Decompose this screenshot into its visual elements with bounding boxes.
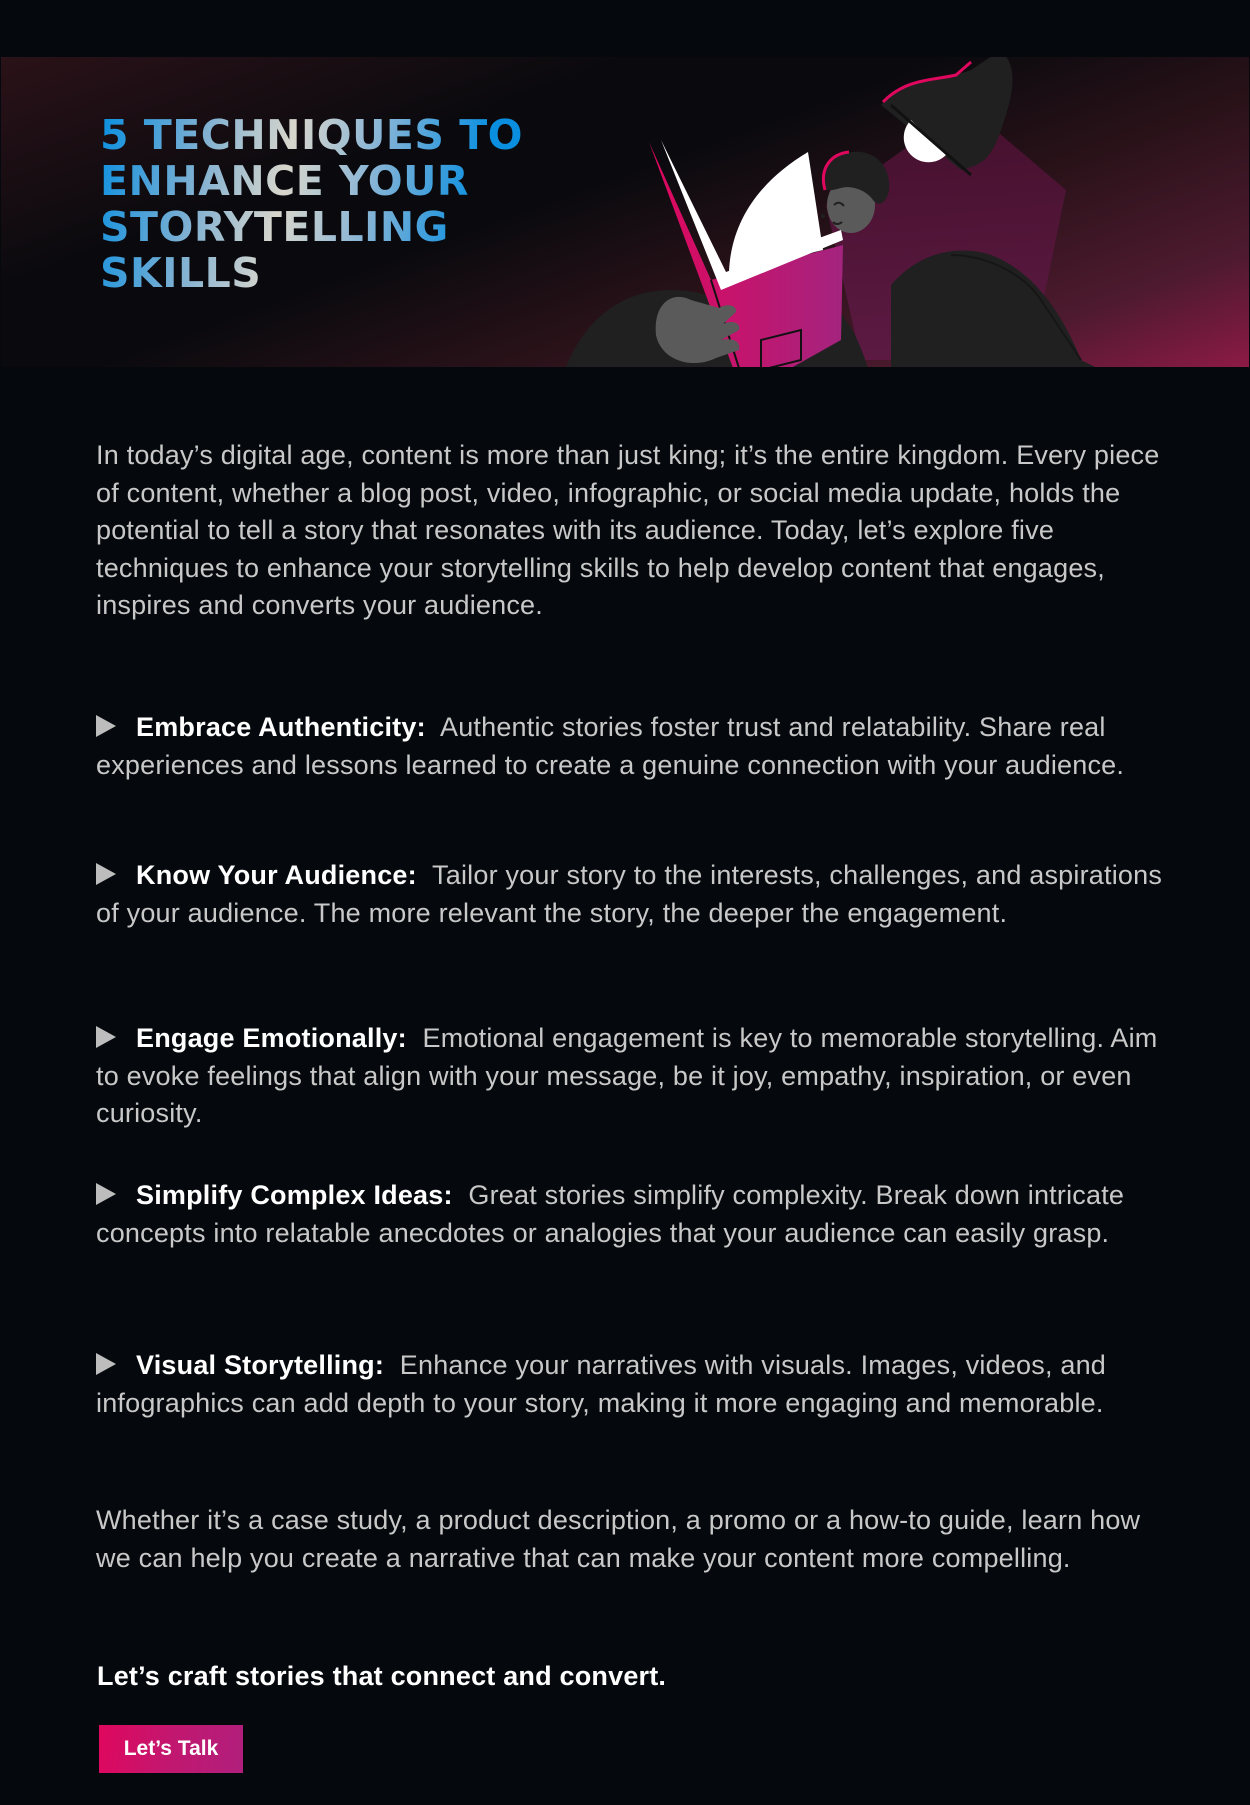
cta-heading: Let’s craft stories that connect and convert.	[97, 1661, 667, 1691]
tip-title: Visual Storytelling:	[136, 1350, 385, 1380]
tip-item-authenticity	[96, 709, 1176, 784]
title-line-3: STORYTELLING	[100, 203, 449, 251]
tip-text: Authentic stories foster trust and relatability. Share real experiences and lessons learned to create a genuine connection with your audience.	[96, 712, 1125, 780]
tip-title: Simplify Complex Ideas:	[136, 1180, 453, 1210]
tip-item-visual	[96, 1347, 1176, 1422]
title-line-1: 5 TECHNIQUES TO	[100, 111, 524, 159]
triangle-right-icon	[96, 863, 116, 885]
title-line-4: SKILLS	[100, 249, 262, 297]
title-line-2: ENHANCE YOUR	[100, 157, 469, 205]
triangle-right-icon	[96, 1183, 116, 1205]
tip-item-audience	[96, 857, 1176, 932]
tip-item-emotion	[96, 1020, 1176, 1133]
triangle-right-icon	[96, 1353, 116, 1375]
tip-text: Tailor your story to the interests, challenges, and aspirations of your audience. The more relevant the story, the deeper the engagement.	[96, 860, 1163, 928]
tip-text: Emotional engagement is key to memorable storytelling. Aim to evoke feelings that align with your message, be it joy, empathy, inspiration, or even curiosity.	[96, 1023, 1158, 1129]
tip-item-simplify	[96, 1177, 1176, 1252]
triangle-right-icon	[96, 715, 116, 737]
reading-person-illustration	[561, 57, 1249, 367]
tip-title: Embrace Authenticity:	[136, 712, 426, 742]
closing-paragraph: Whether it’s a case study, a product description, a promo or a how-to guide, learn how we can help you create a narrative that can make your content more compelling.	[96, 1505, 1141, 1573]
tip-title: Know Your Audience:	[136, 860, 417, 890]
triangle-right-icon	[96, 1026, 116, 1048]
book-page-flipping	[729, 152, 823, 272]
tip-text: Enhance your narratives with visuals. Images, videos, and infographics can add depth to your story, making it more engaging and memorable.	[96, 1350, 1107, 1418]
person-body	[891, 250, 1121, 367]
article-content	[96, 437, 1176, 1760]
person-hand	[656, 297, 740, 363]
page-title	[100, 112, 560, 296]
lets-talk-button[interactable]: Let’s Talk	[99, 1725, 243, 1773]
tip-text: Great stories simplify complexity. Break down intricate concepts into relatable anecdotes or analogies that your audience can easily grasp.	[96, 1180, 1125, 1248]
hero-banner	[1, 57, 1249, 367]
intro-paragraph: In today’s digital age, content is more than just king; it’s the entire kingdom. Every piece of content, whether a blog post, video, infographic, or social media update, holds the potential to tell a story that resonates with its audience. Today, let’s explore five techniques to enhance your storytelling skills to help develop content that engages, inspires and converts your audience.	[96, 440, 1160, 621]
tip-title: Engage Emotionally:	[136, 1023, 407, 1053]
